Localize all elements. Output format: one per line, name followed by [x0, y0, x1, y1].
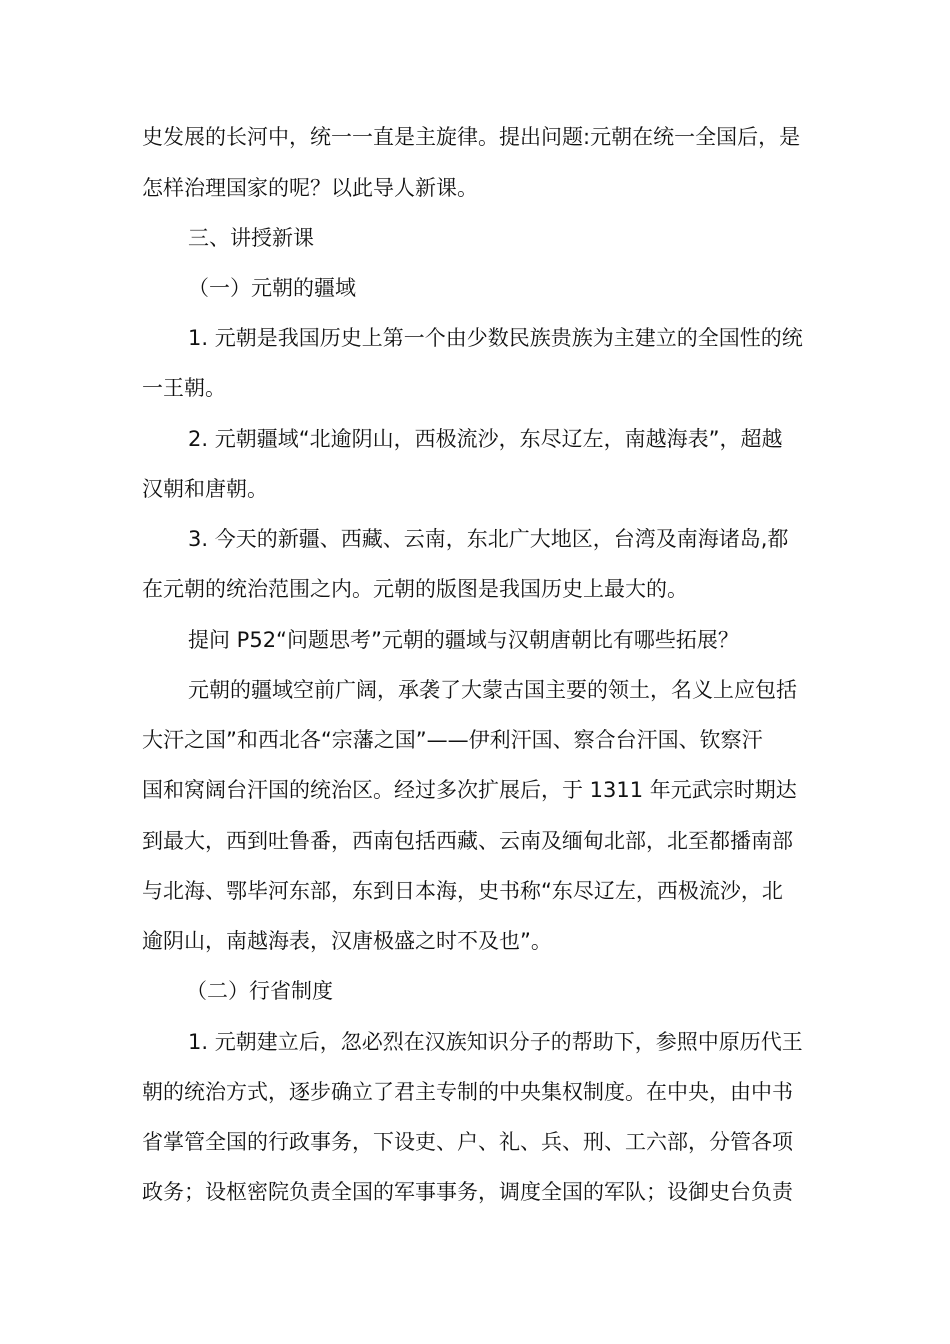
point-2-line-1: 2. 元朝疆域“北逾阴山，西极流沙，东尽辽左，南越海表”，超越	[188, 427, 783, 451]
paragraph-intro-line-1: 史发展的长河中，统一一直是主旋律。提出问题:元朝在统一全国后，是	[142, 125, 801, 149]
section-heading-teach-new-lesson: 三、讲授新课	[188, 226, 314, 250]
province-point-1-line-3: 省掌管全国的行政事务，下设吏、户、礼、兵、刑、工六部，分管各项	[142, 1130, 793, 1154]
answer-line-1: 元朝的疆域空前广阔，承袭了大蒙古国主要的领土，名义上应包括	[188, 678, 797, 702]
answer-line-5: 与北海、鄂毕河东部，东到日本海，史书称“东尽辽左，西极流沙，北	[142, 879, 783, 903]
point-1-line-2: 一王朝。	[142, 376, 226, 400]
point-1-line-1: 1. 元朝是我国历史上第一个由少数民族贵族为主建立的全国性的统	[188, 326, 803, 350]
province-point-1-line-1: 1. 元朝建立后，忽必烈在汉族知识分子的帮助下，参照中原历代王	[188, 1030, 803, 1054]
answer-line-3: 国和窝阔台汗国的统治区。经过多次扩展后，于 1311 年元武宗时期达	[142, 778, 797, 802]
paragraph-intro-line-2: 怎样治理国家的呢？以此导人新课。	[142, 176, 478, 200]
province-point-1-line-2: 朝的统治方式，逐步确立了君主专制的中央集权制度。在中央，由中书	[142, 1080, 793, 1104]
point-3-line-1: 3. 今天的新疆、西藏、云南，东北广大地区，台湾及南海诸岛,都	[188, 527, 789, 551]
answer-line-2: 大汗之国”和西北各“宗藩之国”——伊利汗国、察合台汗国、钦察汗	[142, 728, 763, 752]
province-point-1-line-4: 政务；设枢密院负责全国的军事事务，调度全国的军队；设御史台负责	[142, 1180, 793, 1204]
point-3-line-2: 在元朝的统治范围之内。元朝的版图是我国历史上最大的。	[142, 577, 688, 601]
subsection-heading-province-system: （二）行省制度	[186, 979, 333, 1003]
answer-line-6: 逾阴山，南越海表，汉唐极盛之时不及也”。	[142, 929, 552, 953]
answer-line-4: 到最大，西到吐鲁番，西南包括西藏、云南及缅甸北部，北至都播南部	[142, 829, 793, 853]
point-2-line-2: 汉朝和唐朝。	[142, 477, 268, 501]
question-line: 提问 P52“问题思考”元朝的疆域与汉朝唐朝比有哪些拓展？	[188, 628, 739, 652]
subsection-heading-territory: （一）元朝的疆域	[188, 276, 356, 300]
